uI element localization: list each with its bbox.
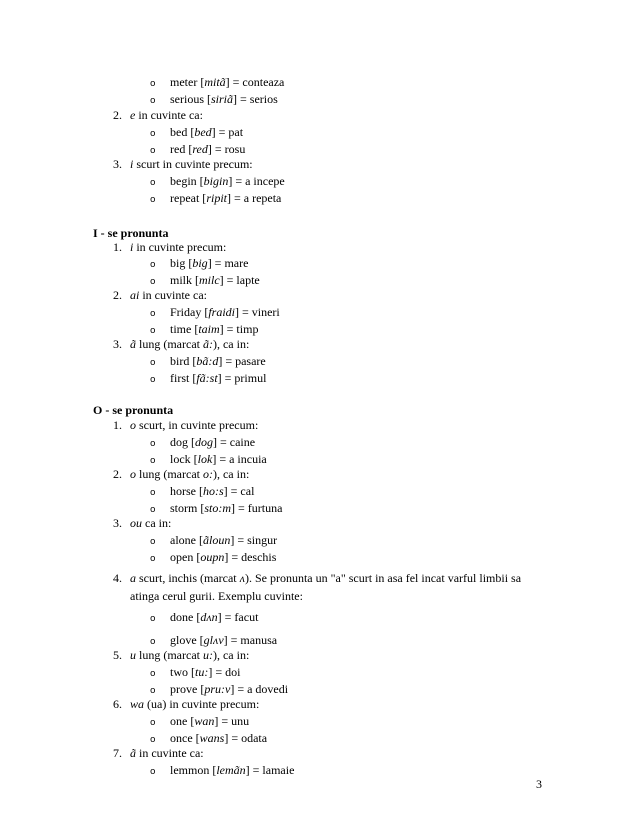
line-text: dog [ <box>170 435 195 449</box>
line-text: once [ <box>170 731 200 745</box>
line-text: lemmon [ <box>170 763 217 777</box>
circle-bullet-icon: o <box>150 277 156 287</box>
circle-bullet-icon: o <box>150 79 156 89</box>
pronunciation-text: i <box>130 240 134 254</box>
line-text: lung (marcat <box>136 467 203 481</box>
pronunciation-text: ãloun <box>202 533 231 547</box>
list-number: 4. <box>113 571 122 585</box>
line-text: in cuvinte precum: <box>133 240 227 254</box>
circle-bullet-icon: o <box>150 439 156 449</box>
line-text: ] = a dovedi <box>230 682 289 696</box>
circle-bullet-icon: o <box>150 195 156 205</box>
pronunciation-text: sto:m <box>204 501 232 515</box>
line-text: prove [ <box>170 682 205 696</box>
circle-bullet-icon: o <box>150 718 156 728</box>
sub-list-item <box>150 665 240 681</box>
section-heading <box>93 403 173 417</box>
line-text: begin [ <box>170 174 204 188</box>
list-item-continuation <box>130 589 303 603</box>
line-text: in cuvinte ca: <box>139 288 207 302</box>
line-text: horse [ <box>170 484 203 498</box>
line-text: ] = odata <box>224 731 268 745</box>
pronunciation-text: ã: <box>202 337 213 351</box>
line-text: glove [ <box>170 633 204 647</box>
line-text: ). Se pronunta un "a" scurt in asa fel incat varful limbii sa <box>244 571 522 585</box>
circle-bullet-icon: o <box>150 260 156 270</box>
pronunciation-text: dʌn <box>200 610 218 624</box>
list-number: 2. <box>113 288 122 302</box>
line-text: I - se pronunta <box>93 226 169 240</box>
pronunciation-text: glʌv <box>203 633 224 647</box>
list-number: 6. <box>113 697 122 711</box>
pronunciation-text: ou <box>130 516 142 530</box>
numbered-list-item <box>113 648 249 662</box>
line-text: lung (marcat <box>136 337 203 351</box>
sub-list-item <box>150 354 266 370</box>
pronunciation-text: bigin <box>203 174 229 188</box>
line-text: ] = rosu <box>207 142 246 156</box>
sub-list-item <box>150 533 277 549</box>
line-text: scurt, in cuvinte precum: <box>136 418 259 432</box>
pronunciation-text: o <box>130 418 136 432</box>
circle-bullet-icon: o <box>150 456 156 466</box>
line-text: bird [ <box>170 354 197 368</box>
line-text: in cuvinte ca: <box>135 108 203 122</box>
pronunciation-text: ho:s <box>203 484 224 498</box>
circle-bullet-icon: o <box>150 326 156 336</box>
line-text: ] = cal <box>223 484 255 498</box>
sub-list-item <box>150 174 285 190</box>
circle-bullet-icon: o <box>150 146 156 156</box>
line-text: lock [ <box>170 452 198 466</box>
sub-list-item <box>150 452 267 468</box>
line-text: ), ca in: <box>212 467 250 481</box>
line-text: bed [ <box>170 125 195 139</box>
line-text: two [ <box>170 665 195 679</box>
line-text: open [ <box>170 550 201 564</box>
pronunciation-text: ã <box>130 746 136 760</box>
numbered-list-item <box>113 571 521 585</box>
list-number: 5. <box>113 648 122 662</box>
line-text: repeat [ <box>170 191 207 205</box>
pronunciation-text: milc <box>199 273 220 287</box>
line-text: meter [ <box>170 75 205 89</box>
sub-list-item <box>150 435 255 451</box>
list-number: 2. <box>113 108 122 122</box>
pronunciation-text: bed <box>194 125 212 139</box>
line-text: ] = caine <box>213 435 256 449</box>
sub-list-item <box>150 191 281 207</box>
pronunciation-text: red <box>192 142 208 156</box>
line-text: ] = doi <box>208 665 241 679</box>
numbered-list-item <box>113 697 259 711</box>
circle-bullet-icon: o <box>150 554 156 564</box>
circle-bullet-icon: o <box>150 669 156 679</box>
circle-bullet-icon: o <box>150 735 156 745</box>
circle-bullet-icon: o <box>150 96 156 106</box>
sub-list-item <box>150 731 267 747</box>
circle-bullet-icon: o <box>150 488 156 498</box>
line-text: red [ <box>170 142 193 156</box>
line-text: scurt, inchis (marcat <box>136 571 240 585</box>
sub-list-item <box>150 305 280 321</box>
sub-list-item <box>150 763 294 779</box>
line-text: ), ca in: <box>212 337 250 351</box>
circle-bullet-icon: o <box>150 767 156 777</box>
numbered-list-item <box>113 240 226 254</box>
circle-bullet-icon: o <box>150 637 156 647</box>
line-text: alone [ <box>170 533 203 547</box>
section-heading <box>93 226 168 240</box>
circle-bullet-icon: o <box>150 129 156 139</box>
sub-list-item <box>150 371 266 387</box>
circle-bullet-icon: o <box>150 686 156 696</box>
pronunciation-text: u: <box>202 648 213 662</box>
numbered-list-item <box>113 157 253 171</box>
line-text: lung (marcat <box>136 648 203 662</box>
pronunciation-text: ai <box>130 288 140 302</box>
sub-list-item <box>150 142 245 158</box>
pronunciation-text: taim <box>198 322 220 336</box>
sub-list-item <box>150 550 276 566</box>
list-number: 3. <box>113 337 122 351</box>
sub-list-item <box>150 75 284 91</box>
line-text: time [ <box>170 322 199 336</box>
pronunciation-text: big <box>192 256 208 270</box>
sub-list-item <box>150 256 248 272</box>
pronunciation-text: ripit <box>206 191 227 205</box>
numbered-list-item <box>113 337 249 351</box>
line-text: ] = a repeta <box>226 191 282 205</box>
line-text: atinga cerul gurii. Exemplu cuvinte: <box>130 589 303 603</box>
pronunciation-text: a <box>130 571 136 585</box>
line-text: big [ <box>170 256 193 270</box>
line-text: ] = pasare <box>218 354 266 368</box>
line-text: milk [ <box>170 273 199 287</box>
pronunciation-text: ã <box>130 337 136 351</box>
circle-bullet-icon: o <box>150 614 156 624</box>
line-text: ] = serios <box>233 92 278 106</box>
sub-list-item <box>150 322 258 338</box>
circle-bullet-icon: o <box>150 375 156 385</box>
sub-list-item <box>150 610 258 626</box>
line-text: ] = deschis <box>224 550 277 564</box>
pronunciation-text: bã:d <box>196 354 219 368</box>
line-text: ] = pat <box>211 125 244 139</box>
line-text: ] = singur <box>230 533 278 547</box>
line-text: Friday [ <box>170 305 209 319</box>
line-text: ] = a incuia <box>212 452 267 466</box>
sub-list-item <box>150 682 288 698</box>
line-text: (ua) in cuvinte precum: <box>144 697 260 711</box>
sub-list-item <box>150 501 282 517</box>
line-text: storm [ <box>170 501 205 515</box>
pronunciation-text: fraidi <box>208 305 235 319</box>
pronunciation-text: lemãn <box>216 763 246 777</box>
pronunciation-text: oupn <box>200 550 225 564</box>
pronunciation-text: lok <box>197 452 213 466</box>
sub-list-item <box>150 484 254 500</box>
pronunciation-text: wans <box>199 731 225 745</box>
sub-list-item <box>150 714 249 730</box>
circle-bullet-icon: o <box>150 178 156 188</box>
pronunciation-text: e <box>130 108 136 122</box>
pronunciation-text: pru:v <box>204 682 231 696</box>
line-text: in cuvinte ca: <box>136 746 204 760</box>
numbered-list-item <box>113 108 203 122</box>
line-text: ] = a incepe <box>228 174 285 188</box>
line-text: ] = unu <box>214 714 250 728</box>
pronunciation-text: mitã <box>204 75 226 89</box>
pronunciation-text: wa <box>130 697 145 711</box>
numbered-list-item <box>113 516 171 530</box>
line-text: done [ <box>170 610 201 624</box>
line-text: ] = timp <box>219 322 259 336</box>
numbered-list-item <box>113 467 249 481</box>
circle-bullet-icon: o <box>150 309 156 319</box>
line-text: one [ <box>170 714 195 728</box>
line-text: ] = lamaie <box>245 763 295 777</box>
line-text: ] = furtuna <box>231 501 283 515</box>
pronunciation-text: dog <box>195 435 213 449</box>
list-number: 3. <box>113 516 122 530</box>
pronunciation-text: wan <box>194 714 215 728</box>
line-text: ] = conteaza <box>225 75 285 89</box>
sub-list-item <box>150 273 260 289</box>
pronunciation-text: siriã <box>211 92 234 106</box>
line-text: ), ca in: <box>212 648 250 662</box>
line-text: serious [ <box>170 92 211 106</box>
line-text: ] = facut <box>217 610 259 624</box>
numbered-list-item <box>113 746 204 760</box>
pronunciation-text: o <box>130 467 136 481</box>
line-text: first [ <box>170 371 197 385</box>
numbered-list-item <box>113 288 207 302</box>
circle-bullet-icon: o <box>150 537 156 547</box>
sub-list-item <box>150 633 277 649</box>
pronunciation-text: ʌ <box>239 571 245 585</box>
circle-bullet-icon: o <box>150 358 156 368</box>
list-number: 7. <box>113 746 122 760</box>
pronunciation-text: u <box>130 648 136 662</box>
line-text: ] = primul <box>217 371 267 385</box>
list-number: 1. <box>113 240 122 254</box>
list-number: 3. <box>113 157 122 171</box>
list-number: 2. <box>113 467 122 481</box>
line-text: scurt in cuvinte precum: <box>133 157 253 171</box>
sub-list-item <box>150 92 278 108</box>
numbered-list-item <box>113 418 258 432</box>
line-text: O - se pronunta <box>93 403 174 417</box>
circle-bullet-icon: o <box>150 505 156 515</box>
pronunciation-text: i <box>130 157 134 171</box>
list-number: 1. <box>113 418 122 432</box>
line-text: ] = lapte <box>219 273 260 287</box>
line-text: ] = mare <box>207 256 249 270</box>
pronunciation-text: tu: <box>195 665 209 679</box>
page-number: 3 <box>536 777 542 791</box>
pronunciation-text: o: <box>202 467 213 481</box>
line-text: ca in: <box>142 516 172 530</box>
line-text: ] = vineri <box>235 305 280 319</box>
line-text: ] = manusa <box>223 633 278 647</box>
pronunciation-text: fã:st <box>196 371 218 385</box>
sub-list-item <box>150 125 243 141</box>
